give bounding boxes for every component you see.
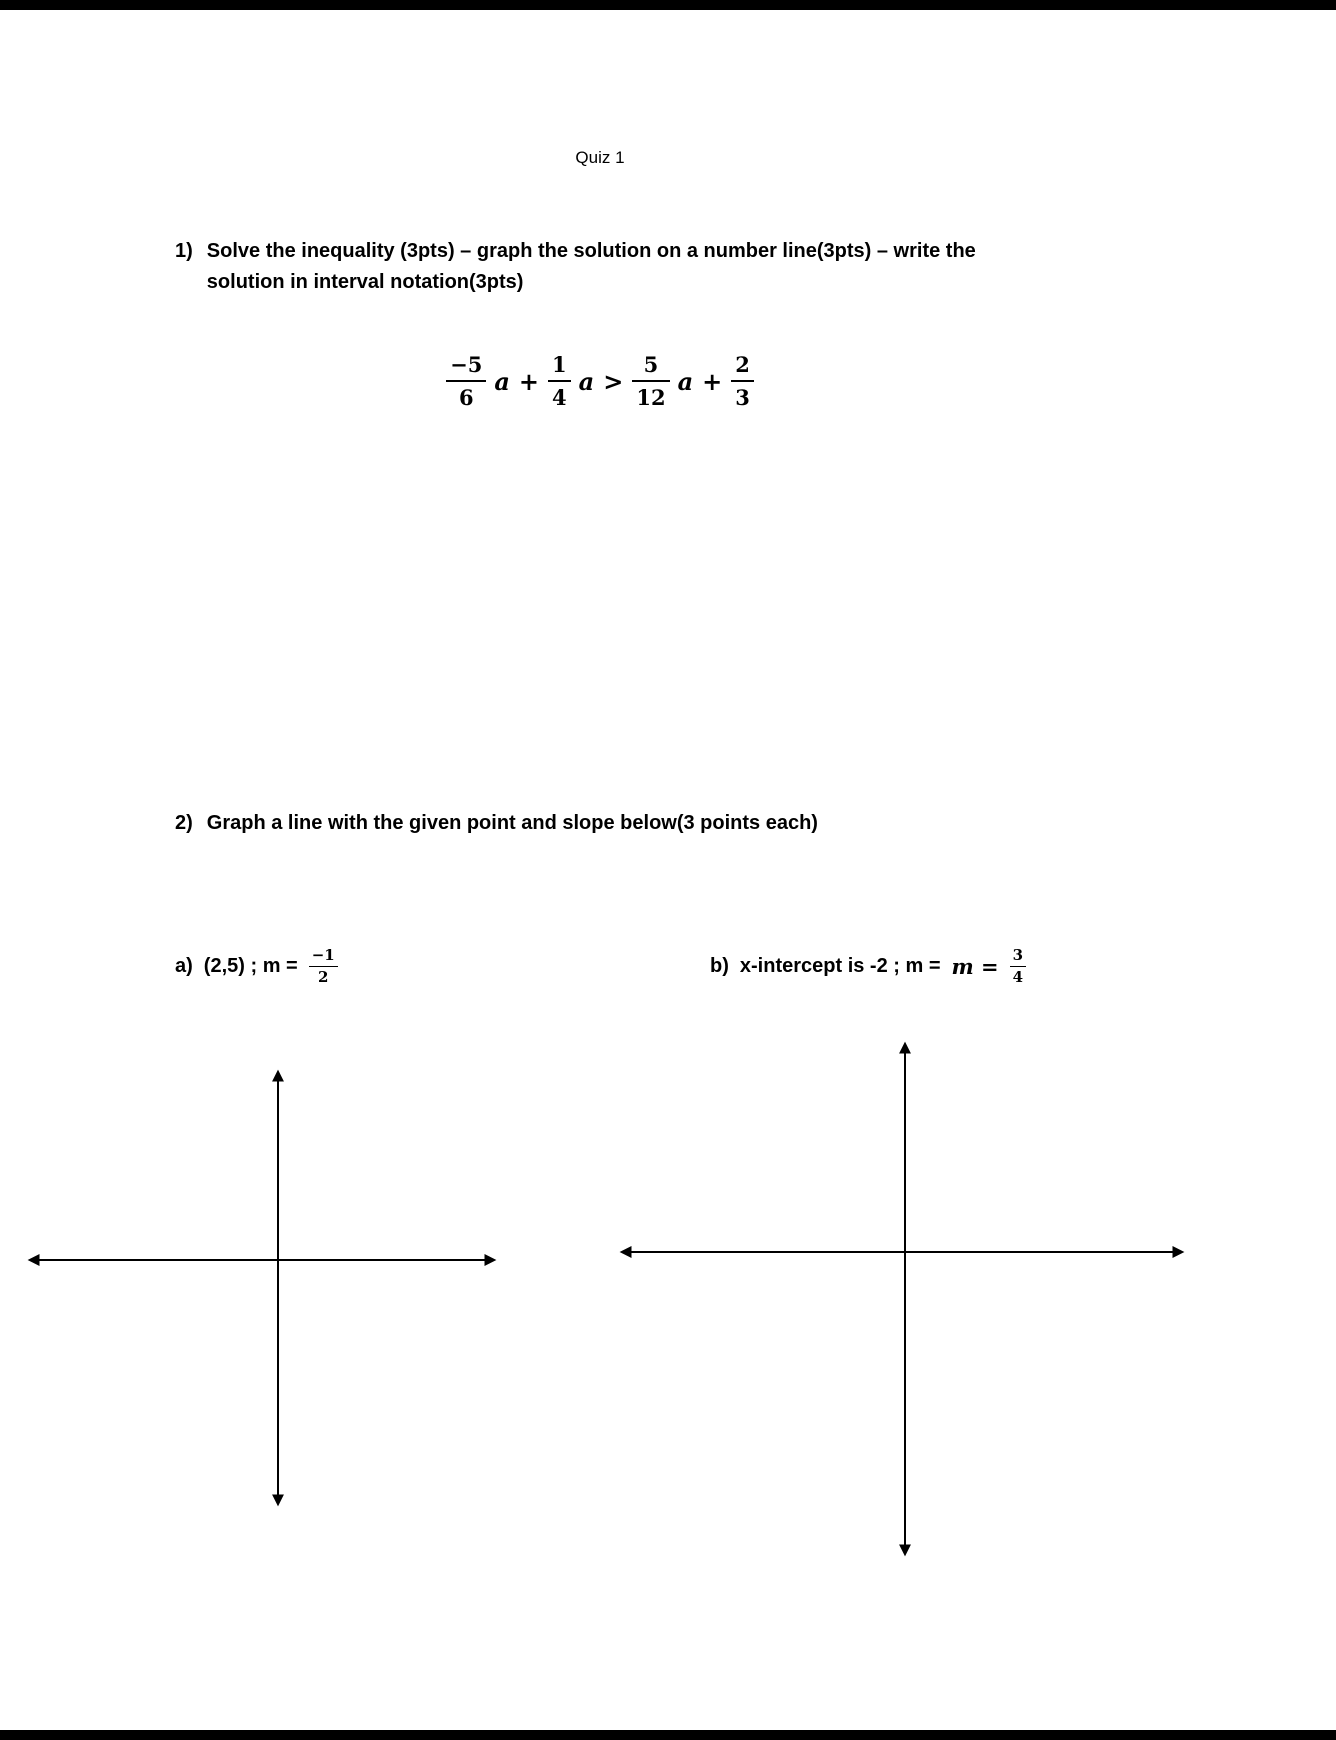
bottom-border-bar — [0, 1730, 1336, 1740]
question-1-line-2: solution in interval notation(3pts) — [206, 271, 524, 293]
part-a-slope-fraction — [309, 948, 338, 985]
part-b-math-m-equals: m = — [951, 954, 999, 979]
question-1 — [175, 236, 976, 298]
fraction-numerator: 3 — [1010, 948, 1026, 967]
part-b-label: b) — [710, 955, 729, 977]
part-b-intercept-and-slope: x-intercept is -2 ; m = — [739, 955, 941, 977]
greater-than-operator: > — [603, 366, 624, 396]
plus-operator-2: + — [702, 366, 723, 396]
question-1-text — [207, 236, 976, 298]
fraction-numerator: 1 — [548, 354, 571, 382]
fraction-denominator: 12 — [636, 385, 666, 410]
variable-a-2: a — [578, 366, 595, 396]
variable-a-1: a — [494, 366, 510, 396]
question-2-number: 2) — [175, 812, 193, 834]
question-1-number: 1) — [175, 240, 193, 262]
question-2-part-a — [175, 948, 338, 985]
part-a-label: a) — [175, 955, 193, 977]
part-a-point-and-slope: (2,5) ; m = — [203, 955, 298, 977]
coordinate-axes-part-b — [622, 1044, 1182, 1554]
coordinate-grids — [0, 1030, 1336, 1575]
fraction-denominator: 4 — [552, 385, 567, 410]
top-border-bar — [0, 0, 1336, 10]
fraction-5-over-12 — [632, 354, 669, 408]
fraction-numerator: 2 — [731, 354, 754, 382]
fraction-numerator: −5 — [446, 354, 486, 382]
fraction-denominator: 4 — [1012, 968, 1024, 986]
question-2-part-b — [710, 948, 1026, 985]
part-b-slope-fraction — [1010, 948, 1026, 985]
fraction-denominator: 3 — [735, 385, 750, 410]
question-2 — [175, 808, 818, 839]
fraction-denominator: 2 — [318, 968, 329, 986]
inequality-expression — [0, 354, 1200, 408]
fraction-1-over-4 — [548, 354, 571, 408]
page-title: Quiz 1 — [575, 148, 625, 167]
fraction-neg5-over-6 — [446, 354, 486, 408]
question-1-line-1: Solve the inequality (3pts) – graph the solution on a number line(3pts) – write the — [206, 240, 976, 262]
fraction-numerator: −1 — [309, 948, 338, 967]
question-2-text: Graph a line with the given point and slope below(3 points each) — [206, 812, 818, 834]
variable-a-3: a — [677, 366, 694, 396]
fraction-2-over-3 — [731, 354, 754, 408]
fraction-numerator: 5 — [632, 354, 669, 382]
fraction-denominator: 6 — [458, 385, 474, 410]
coordinate-axes-part-a — [30, 1072, 494, 1504]
plus-operator-1: + — [518, 366, 540, 396]
